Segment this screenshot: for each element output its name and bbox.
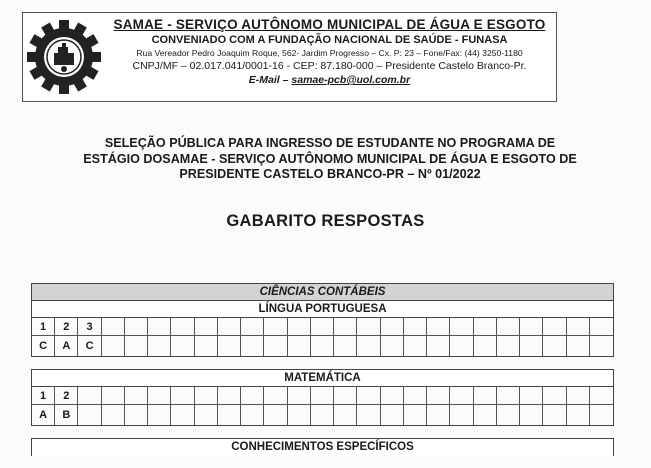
answer-cell [241,336,264,356]
question-number-cell [357,318,380,336]
question-number-cell [590,387,613,405]
question-number-cell [497,318,520,336]
title-line-2: ESTÁGIO DOSAMAE - SERVIÇO AUTÔNOMO MUNICIPAL DE ÁGUA E ESGOTO DE [83,151,577,166]
section-title: MATEMÁTICA [32,370,613,387]
question-number-cell [102,387,125,405]
question-number-cell [381,318,404,336]
answer-cell [102,336,125,356]
email-line [107,73,552,87]
question-number-cell: 3 [78,318,101,336]
section-title: LÍNGUA PORTUGUESA [32,301,613,318]
answer-cell [450,405,473,425]
answer-cell [543,336,566,356]
question-number-cell [450,387,473,405]
question-number-cell [543,318,566,336]
answer-cell [497,336,520,356]
question-number-cell [334,318,357,336]
question-number-cell [450,318,473,336]
answer-cell [102,405,125,425]
answer-cell [520,336,543,356]
question-number-cell: 2 [55,387,78,405]
answer-cell [125,405,148,425]
answer-row [32,336,613,356]
question-number-cell [102,318,125,336]
question-number-cell [125,387,148,405]
question-number-cell [520,387,543,405]
answer-cell [450,336,473,356]
answer-cell [404,336,427,356]
answer-cell [497,405,520,425]
question-number-cell [311,387,334,405]
answer-cell [357,405,380,425]
section-conhecimentos-especificos [31,438,614,456]
question-number-cell [334,387,357,405]
answer-cell: A [32,405,55,425]
question-number-cell [148,387,171,405]
document-title [40,136,620,183]
answer-key-heading: GABARITO RESPOSTAS [226,212,425,230]
section-lingua-portuguesa [31,283,614,357]
question-number-cell [264,318,287,336]
agreement-line: CONVENIADO COM A FUNDAÇÃO NACIONAL DE SAÚDE - FUNASA [151,34,508,46]
answer-cell: C [32,336,55,356]
question-number-cell [381,387,404,405]
question-number-cell [171,318,194,336]
answer-cell [241,405,264,425]
answer-cell [264,336,287,356]
email-label: E-Mail – [248,74,289,86]
question-number-cell [264,387,287,405]
answer-cell [218,405,241,425]
answer-cell [288,336,311,356]
question-number-row [32,387,613,405]
question-number-cell [218,387,241,405]
question-number-cell [357,387,380,405]
answer-cell [218,336,241,356]
samae-gear-seal-icon [26,19,102,95]
answer-cell [288,405,311,425]
answer-cell [543,405,566,425]
answer-cell [357,336,380,356]
section-title: CONHECIMENTOS ESPECÍFICOS [32,439,613,456]
organization-name: SAMAE - SERVIÇO AUTÔNOMO MUNICIPAL DE ÁGUA E ESGOTO [113,17,546,32]
answer-cell [78,405,101,425]
answer-cell [148,405,171,425]
answer-key-table [31,283,614,468]
question-number-cell [241,318,264,336]
answer-cell: A [55,336,78,356]
answer-cell [264,405,287,425]
question-number-cell [427,318,450,336]
question-number-cell [590,318,613,336]
question-number-cell: 2 [55,318,78,336]
answer-cell [171,405,194,425]
question-number-cell [567,387,590,405]
email-link[interactable]: samae-pcb@uol.com.br [291,74,411,86]
answer-cell: B [55,405,78,425]
answer-cell [567,336,590,356]
answer-cell [590,336,613,356]
question-number-cell: 1 [32,318,55,336]
answer-row [32,405,613,425]
question-number-cell [543,387,566,405]
answer-cell [311,405,334,425]
question-number-cell [311,318,334,336]
answer-cell [404,405,427,425]
question-number-cell [195,387,218,405]
answer-cell [427,336,450,356]
answer-cell [311,336,334,356]
question-number-cell [497,387,520,405]
answer-cell [195,336,218,356]
answer-cell [148,336,171,356]
question-number-cell [404,387,427,405]
question-number-cell [288,318,311,336]
question-number-row [32,318,613,336]
course-name: CIÊNCIAS CONTÁBEIS [32,284,613,301]
question-number-cell [125,318,148,336]
section-matematica [31,369,614,426]
question-number-cell [78,387,101,405]
question-number-cell [520,318,543,336]
answer-cell [520,405,543,425]
letterhead [22,12,557,102]
answer-cell [195,405,218,425]
question-number-cell: 1 [32,387,55,405]
answer-cell [125,336,148,356]
answer-cell [427,405,450,425]
answer-cell [171,336,194,356]
title-line-1: SELEÇÃO PÚBLICA PARA INGRESSO DE ESTUDANTE NO PROGRAMA DE [104,136,556,150]
question-number-cell [241,387,264,405]
answer-cell [474,336,497,356]
title-line-3: PRESIDENTE CASTELO BRANCO-PR – Nº 01/2022 [179,167,481,181]
question-number-cell [195,318,218,336]
answer-cell [474,405,497,425]
answer-cell [590,405,613,425]
question-number-cell [474,318,497,336]
answer-cell [334,405,357,425]
question-number-cell [404,318,427,336]
question-number-cell [427,387,450,405]
question-number-cell [171,387,194,405]
address-line: Rua Vereador Pedro Joaquim Roque, 562- Jardim Progresso – Cx. P: 23 – Fone/Fax: (44) 3250-1180 [136,48,523,58]
answer-cell [567,405,590,425]
question-number-cell [218,318,241,336]
question-number-cell [148,318,171,336]
cnpj-line: CNPJ/MF – 02.017.041/0001-16 - CEP: 87.180-000 – Presidente Castelo Branco-Pr. [132,60,527,72]
question-number-cell [288,387,311,405]
answer-cell [381,405,404,425]
answer-cell [381,336,404,356]
question-number-cell [474,387,497,405]
answer-cell [334,336,357,356]
answer-cell: C [78,336,101,356]
question-number-cell [567,318,590,336]
